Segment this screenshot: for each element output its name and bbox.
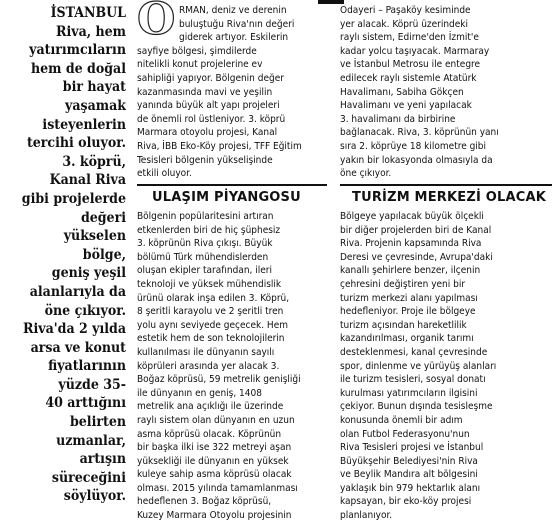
text-line: isteyenlerin [42,116,126,133]
text-line: Riva, hem [56,23,126,40]
heading-rule-left [137,184,327,186]
text-line: hedefleniyor. Proje ile bölgeye [340,306,476,318]
text-line: asma köprüsü olacak. Köprünün [137,428,282,440]
text-line: hem de doğal [30,60,126,77]
text-line: tercihi oluyor. [26,135,126,152]
text-line: etkili oluyor. [137,168,192,180]
text-line: planlanıyor. [340,510,393,522]
text-line: yaklaşık bin 979 hektarlık alanı [340,482,481,494]
text-line: çekiyor. Bunun dışında tesisleşme [340,401,493,413]
text-line: kazandırılması, organik tarımı [340,333,474,345]
text-line: bir hayat [62,79,126,96]
text-line: Havalimanı ve yeni yapılacak [340,100,472,112]
text-line: Riva'da 2 yılda [23,321,126,338]
text-line: Riva Tesisleri projesi ve İstanbul [340,442,484,454]
text-line: köprüleri arasında yer alacak 3. [137,360,280,372]
text-line: desteklenmesi, kanal çevresinde [340,346,488,358]
text-line: spor, dinlenme ve yürüyüş alanları [340,360,497,372]
text-line: değeri [80,209,126,226]
text-line: yolu aynı seviyede geçecek. Hem [137,319,289,331]
text-line: öne çıkıyor. [340,168,392,180]
text-line: RMAN, deniz ve derenin [179,5,287,16]
heading-rule-right [340,184,552,186]
text-line: metrelik ana açıklığı ile üzerinde [137,401,284,413]
text-line: nitelikli konut projelerine ev [137,59,263,71]
text-line: arsa ve konut [30,339,126,356]
text-line: geniş yeşil [51,265,126,282]
text-line: yaşamak [65,97,126,114]
text-line: kurulması yatırımcıların ilgisini [340,387,478,399]
text-line: söylüyor. [63,488,126,505]
section-heading-tourism: TURİZM MERKEZİ OLACAK [352,190,547,205]
text-line: yükselen [63,228,126,245]
section-heading-transport: ULAŞIM PİYANGOSU [152,190,301,205]
text-line: kazanmasında mavi ve yeşilin [137,86,273,98]
text-line: yatırımcıların [29,42,126,59]
text-line: turizm merkezi alanı yapılması [340,292,478,304]
text-line: turizm açısından hareketlilik [340,319,467,331]
text-line: Kuzey Marmara Otoyolu projesinin [137,510,292,522]
text-line: alanlarıyla da [29,283,126,300]
text-line: raylı sistem, Edirne'den İzmit'e [340,32,479,44]
text-line: fiyatlarının [48,358,126,375]
text-line: Bölgenin popülaritesini artıran [137,211,274,222]
text-line: 40 arttığını [45,395,126,412]
article-column-3-bottom [340,210,554,523]
text-line: bölümü Türk mühendislerden [137,251,269,263]
text-line: buluştuğu Riva'nın değeri [179,18,295,30]
text-line: kanallı şehirlere benzer, ilçenin [340,265,481,277]
text-line: Riva. Projenin kapsamında Riva [340,238,482,250]
text-line: yakın bir lokasyonda olmasıyla da [340,154,493,166]
text-line: gibi projelerde [21,190,126,207]
text-line: giderek artıyor. Eskilerin [179,32,289,44]
text-line: edilecek raylı sistemle Atatürk [340,72,477,84]
text-line: ve İstanbul Metrosu ile entegre [340,59,481,71]
text-line: de önemli rol üstleniyor. 3. köprü [137,113,286,125]
text-line: Riva, İBB Eko-Köy projesi, TFF Eğitim [137,140,302,152]
text-line: bölge, [82,246,126,263]
text-line: Tesisleri bölgenin yükselişinde [137,154,273,166]
text-line: Büyükşehir Belediyesi'nin Riva [340,455,478,467]
text-line: bağlanacak. Riva, 3. köprünün yanı [340,127,499,139]
text-line: Deresi ve çevresinde, Avrupa'daki [340,251,493,263]
text-line: olan Futbol Federasyonu'nun [340,428,470,440]
text-line: yüksekliği ile dünyanın en yüksek [137,455,289,467]
text-line: yüzde 35- [58,376,126,393]
article-column-3-top [340,4,554,181]
article-column-2-bottom [137,210,330,523]
text-line: Bölgeye yapılacak büyük ölçekli [340,211,484,222]
text-line: hedeflenen 3. Boğaz köprüsü, [137,496,272,508]
text-line: Kanal Riva [49,172,126,189]
text-line: Boğaz köprüsü, 59 metrelik genişliği [137,374,301,386]
text-line: Marmara otoyolu projesi, Kanal [137,127,278,139]
text-line: ile turizm tesisleri, sosyal donatı [340,374,486,386]
text-line: süreceğini [51,469,126,486]
text-line: uzmanlar, [56,432,126,449]
text-line: etkenlerden biri de hiç şüphesiz [137,224,281,236]
text-line: teknoloji ve yüksek mühendislik [137,278,282,290]
pull-quote-column [0,4,126,506]
text-line: kullanılması ile dünyanın sayılı [137,346,275,358]
text-line: konusunda önemli bir adım [340,414,463,426]
text-line: 8 şeritli karayolu ve 2 şeritli tren [137,306,284,318]
text-line: kadar yolcu taşıyacak. Marmaray [340,45,490,57]
article-column-2-top [137,4,330,181]
text-line: yanında büyük alt yapı projeleri [137,100,280,112]
text-line: kapsayan, bir eko-köy projesi [340,496,472,508]
text-line: kuleye sahip asma köprüsü olacak [137,469,292,481]
text-line: sahipliği yapıyor. Bölgenin değer [137,72,284,84]
text-line: Odayeri – Paşaköy kesiminde [340,5,471,16]
text-line: ürünü olarak inşa edilen 3. Köprü, [137,292,290,304]
text-line: çehresini değiştiren yeni bir [340,278,466,290]
text-line: bir diğer projelerden biri de Kanal [340,224,492,236]
text-line: raylı sistem olan dünyanın en uzun [137,414,295,426]
text-line: sayfiye bölgesi, şimdilerde [137,45,257,57]
text-line: oluşan ekipler tarafından, ileri [137,265,273,277]
text-line: ile dünyanın en geniş, 1408 [137,387,262,399]
text-line: belirten [69,414,126,431]
text-line: 3. havalimanı da birbirine [340,113,456,125]
text-line: olması. 2015 yılında tamamlanması [137,482,298,494]
text-line: Havalimanı, Sabiha Gökçen [340,86,464,98]
text-line: İSTANBUL [50,5,126,21]
text-line: öne çıkıyor. [44,302,126,319]
text-line: yer alacak. Köprü üzerindeki [340,18,469,30]
text-line: 3. köprü, [62,153,126,170]
text-line: estetik hem de son teknolojilerin [137,333,285,345]
text-line: artışın [79,451,126,468]
text-line: ve Beylik Mandıra alt bölgesini [340,469,478,481]
text-line: bir başka ilki ise 322 metreyi aşan [137,442,292,454]
text-line: sıra 2. köprüye 18 kilometre gibi [340,140,487,152]
drop-cap: O [137,0,176,45]
text-line: 3. köprünün Riva çıkışı. Büyük [137,238,273,250]
